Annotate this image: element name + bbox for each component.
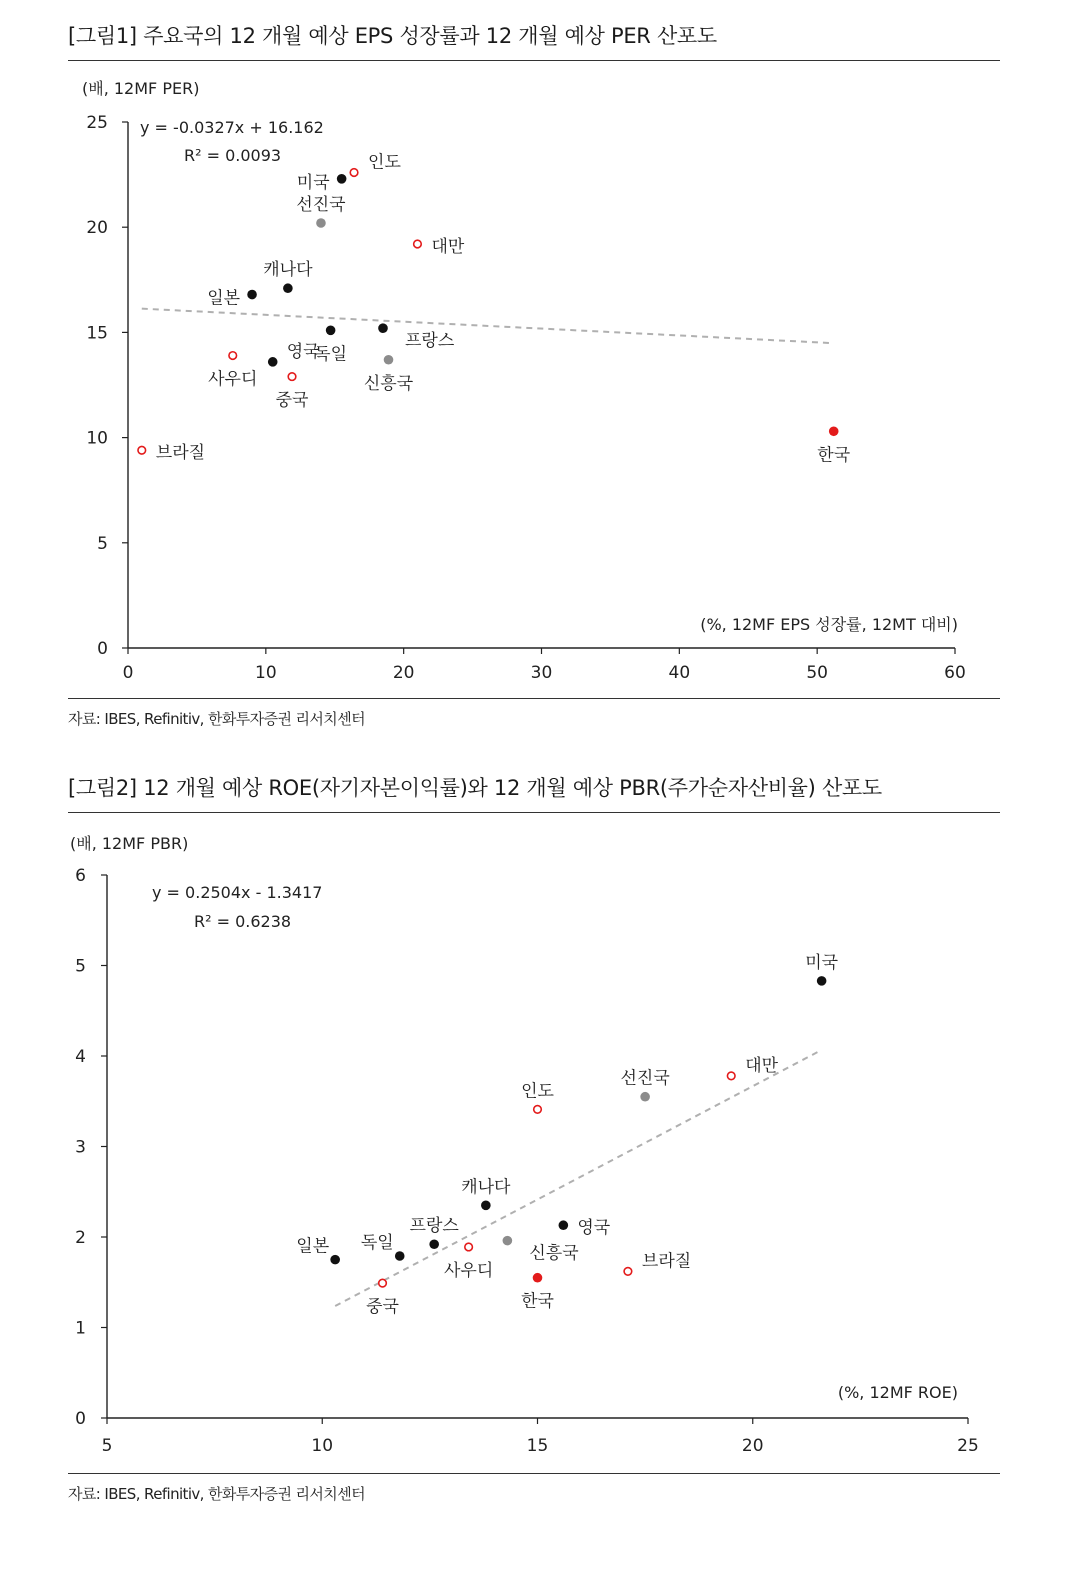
y-tick-label: 4 — [75, 1047, 86, 1067]
point-label: 인도 — [368, 152, 401, 173]
x-tick-label: 25 — [957, 1436, 979, 1456]
y-tick-label: 20 — [86, 218, 108, 239]
y-tick-label: 25 — [86, 113, 108, 133]
figure1-title: [그림1] 주요국의 12 개월 예상 EPS 성장률과 12 개월 예상 PER 산포도 — [68, 24, 717, 48]
x-tick-label: 5 — [101, 1436, 113, 1456]
figure2-bottom-rule — [68, 1473, 1000, 1474]
x-tick-label: 10 — [311, 1436, 334, 1456]
trendline — [335, 1050, 821, 1306]
data-point — [817, 976, 827, 986]
point-label: 프랑스 — [404, 331, 455, 352]
point-label: 일본 — [296, 1236, 330, 1257]
data-point — [395, 1251, 405, 1261]
point-label: 독일 — [314, 344, 348, 365]
y-tick-label: 0 — [75, 1409, 86, 1429]
y-tick-label: 2 — [75, 1228, 86, 1248]
y-tick-label: 0 — [97, 639, 108, 659]
y-tick-label: 15 — [86, 323, 108, 344]
data-point — [559, 1220, 569, 1230]
point-label: 프랑스 — [409, 1216, 459, 1237]
data-point — [640, 1092, 650, 1102]
figure2-source: 자료: IBES, Refinitiv, 한화투자증권 리서치센터 — [68, 1485, 365, 1503]
point-label: 영국 — [577, 1218, 611, 1239]
point-label: 독일 — [360, 1233, 394, 1254]
data-point — [727, 1072, 735, 1080]
figure2-title: [그림2] 12 개월 예상 ROE(자기자본이익률)와 12 개월 예상 PBR(주가순자산비율) 산포도 — [68, 776, 882, 800]
data-point — [379, 1279, 387, 1287]
x-tick-label: 20 — [741, 1436, 764, 1456]
r-squared-label: R² = 0.6238 — [194, 912, 292, 931]
point-label: 선진국 — [620, 1068, 670, 1089]
x-axis-label: (%, 12MF EPS 성장률, 12MT 대비) — [700, 615, 958, 634]
point-label: 사우디 — [443, 1260, 494, 1281]
point-label: 미국 — [296, 172, 330, 193]
point-label: 중국 — [366, 1297, 399, 1318]
point-label: 신흥국 — [363, 373, 414, 394]
point-label: 영국 — [286, 341, 320, 362]
point-label: 신흥국 — [529, 1243, 579, 1264]
data-point — [503, 1236, 513, 1246]
y-axis-label: (배, 12MF PER) — [82, 79, 200, 98]
y-axis-label: (배, 12MF PBR) — [70, 834, 189, 853]
r-squared-label: R² = 0.0093 — [184, 146, 282, 165]
point-label: 일본 — [207, 288, 241, 309]
y-tick-label: 6 — [75, 866, 86, 886]
x-tick-label: 50 — [806, 663, 828, 683]
point-label: 캐나다 — [263, 260, 313, 281]
point-label: 대만 — [745, 1055, 779, 1076]
data-point — [330, 1255, 340, 1265]
x-axis-label: (%, 12MF ROE) — [837, 1383, 958, 1402]
regression-equation: y = -0.0327x + 16.162 — [140, 118, 324, 137]
regression-equation: y = 0.2504x - 1.3417 — [152, 883, 323, 902]
y-tick-label: 3 — [75, 1137, 86, 1158]
point-label: 한국 — [817, 445, 851, 466]
figure1-source: 자료: IBES, Refinitiv, 한화투자증권 리서치센터 — [68, 710, 365, 728]
point-label: 중국 — [275, 390, 309, 411]
point-label: 인도 — [521, 1081, 554, 1102]
x-tick-label: 40 — [668, 663, 691, 683]
data-point — [624, 1268, 632, 1276]
point-label: 캐나다 — [461, 1177, 511, 1198]
point-label: 미국 — [805, 952, 839, 973]
y-tick-label: 5 — [97, 533, 108, 554]
x-tick-label: 10 — [255, 663, 277, 683]
data-point — [534, 1106, 542, 1114]
data-point — [533, 1273, 543, 1283]
data-point — [481, 1201, 491, 1211]
x-tick-label: 15 — [526, 1436, 549, 1456]
data-point — [429, 1239, 439, 1249]
data-point — [465, 1243, 473, 1251]
point-label: 한국 — [521, 1291, 554, 1312]
x-tick-label: 20 — [392, 663, 415, 683]
x-tick-label: 0 — [122, 663, 134, 683]
x-tick-label: 60 — [944, 663, 966, 683]
y-tick-label: 10 — [86, 428, 108, 449]
point-label: 사우디 — [208, 369, 258, 390]
point-label: 선진국 — [296, 194, 346, 215]
point-label: 브라질 — [641, 1251, 692, 1272]
y-tick-label: 1 — [75, 1318, 86, 1339]
y-tick-label: 5 — [75, 956, 86, 977]
point-label: 대만 — [431, 237, 465, 258]
point-label: 브라질 — [155, 443, 206, 464]
x-tick-label: 30 — [530, 663, 553, 683]
